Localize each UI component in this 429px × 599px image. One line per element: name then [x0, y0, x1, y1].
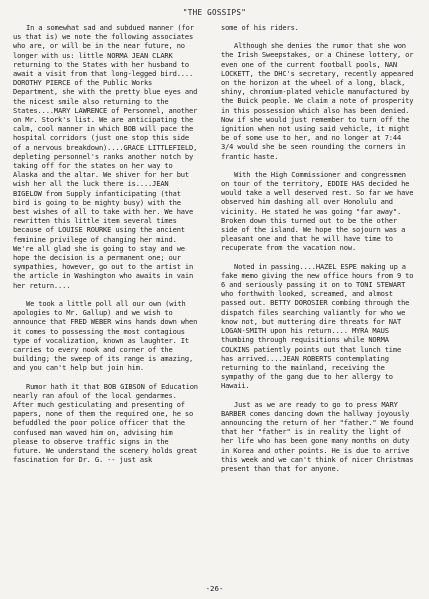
page-title: "THE GOSSIPS" [182, 8, 247, 17]
paragraph-vacation: With the High Commissioner and congressmen on tour of the territory, EDDIE HAS decided he would take a well deserved rest. So far we have observed him dashing all over Honolulu and vicinity. He stated he was going "far away". Broken down this turned out to be the other side of the island. We hope the sojourn was a pleasant one and that he will have time to recuperate from the vacation now. [221, 169, 414, 253]
right-column [221, 23, 417, 482]
paragraph-gendarmes: Rumor hath it that BOB GIBSON of Education nearly ran afoul of the local gendarmes. After much gesticulating and presenting of papers, none of them the required one, he so befuddled the poor police officer that the confused man waved him on, advising him please to observe traffic signs in the future. We understand the scenery holds great fascination for Dr. G. -- just ask [13, 381, 198, 465]
left-column [13, 23, 201, 473]
paragraph-press-time: Just as we are ready to go to press MARY BARBER comes dancing down the hallway joyously announcing the return of her "father." We found that her "father" is in reality the light of her life who has been gone many months on duty in Korea and other points. He is due to arrive this week and we can't think of nicer Christmas present than that for anyone. [221, 399, 414, 473]
paragraph-continuation: some of his riders. [221, 23, 299, 32]
paragraph-departures: In a somewhat sad and subdued manner (for us that is) we note the following associates who are, or will be in the near future, no longer with us: little NORMA JEAN CLARK returning to the States with her husband to await a visit from that long-legged bird.... DOROTHY PIERCE of the Public Works Department, she with the pretty blue eyes and the nicest smile also returning to the States....MARY LAWRENCE of Personnel, another on Mr. Stork's list. We are anticipating the calm, cool manner in which BOB will pace the hospital corridors (just one stop this side of a nervous breakdown)....GRACE LITTLEFIELD, depleting personnel's ranks another notch by taking off for the states on her way to Alaska and the altar. We shiver for her but wish her all the luck there is....JEAN BIGELOW from Supply infanticipating (that bird is going to be mighty busy) with the best wishes of all to take with her. We have rewritten this little item several times because of LOUISE ROURKE using the ancient feminine privilege of changing her mind. We're all glad she is going to stay and we hope the decision is a permanent one; our sympathies, however, go out to the artist in the article in Washington who awaits in vain her return.... [13, 23, 198, 290]
paragraph-laughter-poll: We took a little poll all our own (with apologies to Mr. Gallup) and we wish to announce that FRED WEBER wins hands down when it comes to possessing the most contagious type of vocalization, known as laughter. It carries to every nook and corner of the building; the sweep of its range is amazing, and you can't help but join him. [13, 298, 198, 373]
page-number: -26- [205, 584, 224, 593]
paragraph-buick: Although she denies the rumor that she won the Irish Sweepstakes, or a Chinese lottery, or even one of the current football pools, NAN LOCKETT, the DHC's secretary, recently appeared on the horizon at the wheel of a long, black, shiny, chromium-plated vehicle manufactured by the Buick people. We claim a note of prosperity in this possession which also has been denied. Now if she would just remember to turn off the ignition when not using said vehicle, it might be of some use to her, and no longer at 7:44 3/4 would she be seen rounding the corners in frantic haste. [221, 41, 414, 161]
paragraph-noted-in-passing: Noted in passing....HAZEL ESPE making up a fake memo giving the new office hours from 9 to 6 and seriously passing it on to TONI STEWART who forthwith looked, screamed, and almost passed out. BETTY DOROSIER combing through the dispatch files searching valiantly for who we know not, but muttering dire threats for NAT LOGAN-SMITH upon his return.... MYRA MAUS thumbing through requisitions while NORMA COLKINS patiently points out that lunch time has arrived....JEAN ROBERTS contemplating returning to the mainland, receiving the sympathy of the gang due to her allergy to Hawaii. [221, 261, 414, 391]
